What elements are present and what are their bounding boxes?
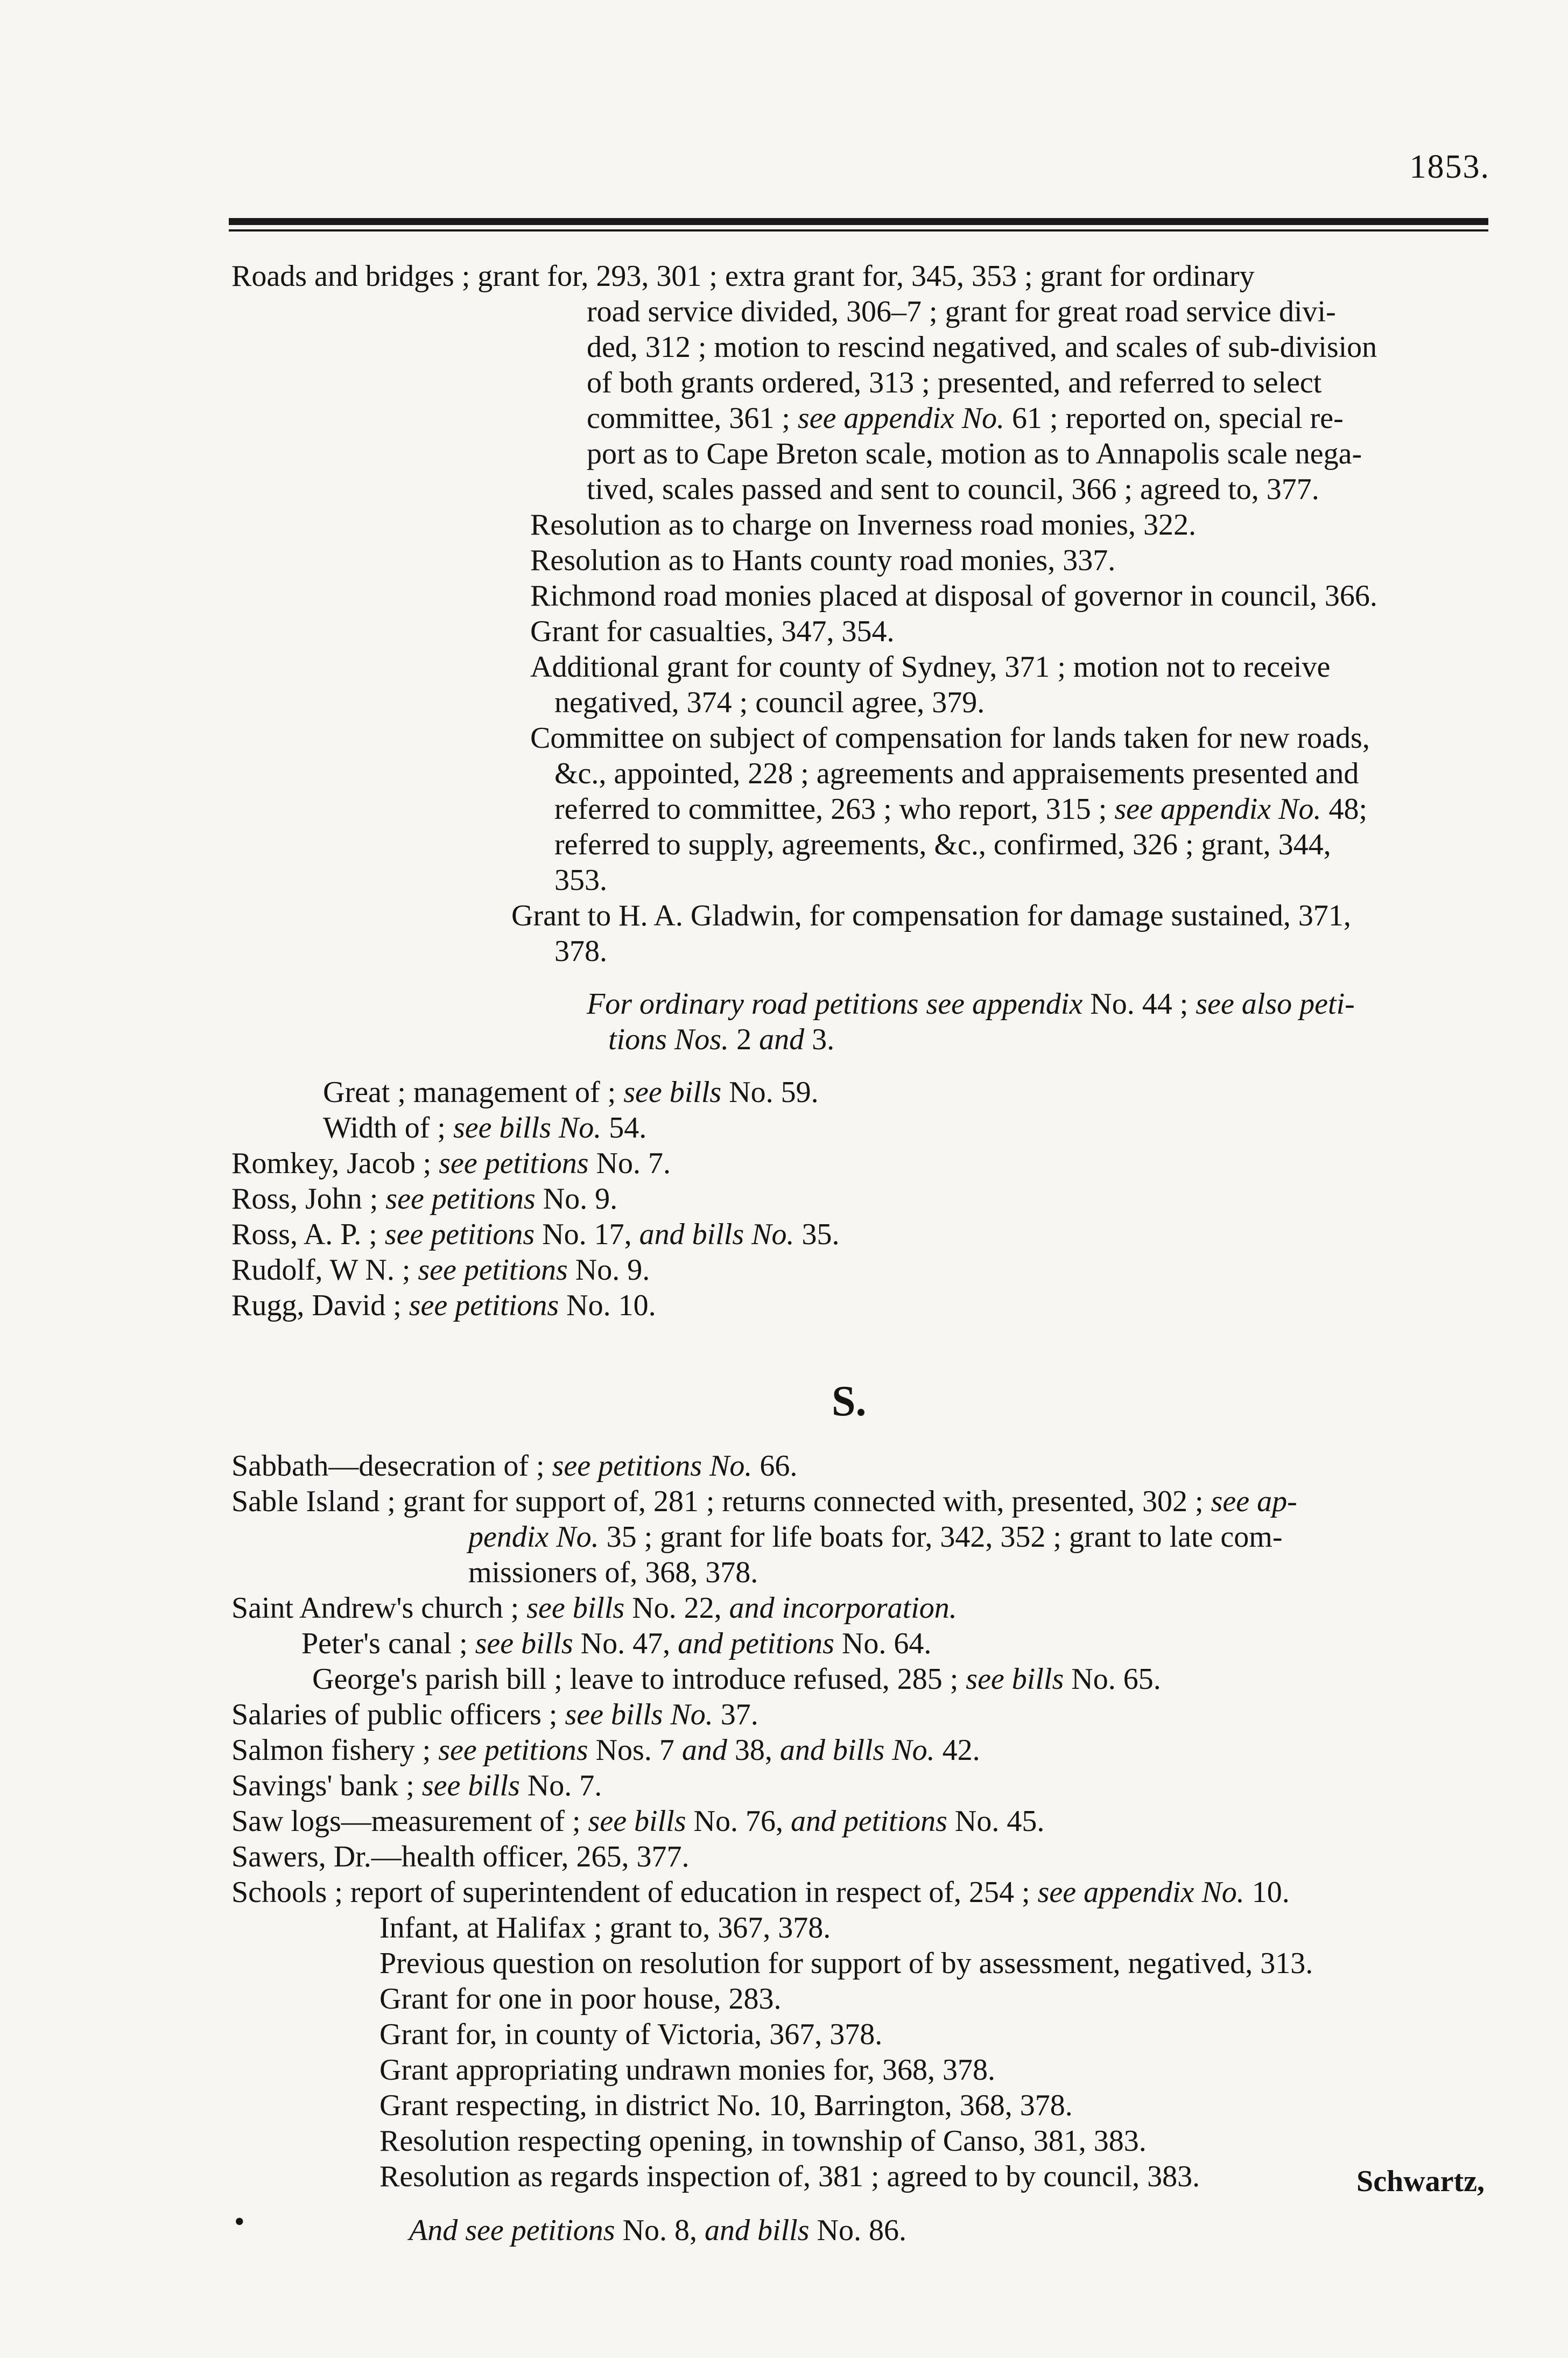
text-segment: Romkey, Jacob ; [231,1147,439,1180]
text-segment: Sawers, Dr.—health officer, 265, 377. [231,1840,690,1873]
italic-segment: and petitions [790,1805,947,1838]
italic-segment: see bills [475,1627,573,1660]
index-line [554,791,1367,827]
italic-segment: see bills No. [565,1698,713,1731]
index-line [231,1146,671,1181]
text-segment: of both grants ordered, 313 ; presented, and referred to select [587,366,1322,399]
header-rule-thick [229,218,1488,225]
text-segment: 353. [554,864,607,897]
index-line [554,756,1359,791]
text-segment: Resolution as to Hants county road monies, 337. [530,544,1116,577]
index-line [379,1910,831,1946]
index-line [231,1217,839,1252]
index-line [231,1768,602,1803]
text-segment: No. 17, [535,1218,639,1251]
index-line [530,507,1196,543]
text-segment: Schools ; report of superintendent of education in respect of, 254 ; [231,1876,1038,1909]
text-segment: Infant, at Halifax ; grant to, 367, 378. [379,1911,831,1945]
section-letter-s: S. [832,1378,867,1425]
index-line [231,1448,797,1484]
text-segment: No. 64. [834,1627,932,1660]
index-line [530,614,894,649]
index-line [530,649,1330,685]
text-segment: Great ; management of ; [323,1076,624,1109]
header-rule-thin [229,229,1488,231]
text-segment: ded, 312 ; motion to rescind negatived, and scales of sub-division [587,331,1377,364]
italic-segment: and petitions [678,1627,834,1660]
index-line [530,578,1377,614]
index-line [231,1839,690,1875]
stray-mark: • [234,2205,245,2238]
text-segment: Grant appropriating undrawn monies for, 368, 378. [379,2053,995,2087]
text-segment: tived, scales passed and sent to council, 366 ; agreed to, 377. [587,473,1319,506]
text-segment: Rudolf, W N. ; [231,1253,418,1287]
index-line [379,2088,1073,2123]
italic-segment: see petitions [384,1218,535,1251]
index-line [468,1555,758,1590]
italic-segment: see petitions [438,1734,588,1767]
index-line [379,2017,882,2052]
index-line [530,543,1115,578]
text-segment: No. 22, [624,1591,729,1625]
text-segment: 54. [601,1111,647,1145]
italic-segment: see also peti- [1196,987,1355,1021]
text-segment: Committee on subject of compensation for lands taken for new roads, [530,721,1370,755]
text-segment: 37. [713,1698,758,1731]
text-segment: Nos. 7 [588,1734,682,1767]
text-segment: Saw logs—measurement of ; [231,1805,588,1838]
text-segment: Additional grant for county of Sydney, 371 ; motion not to receive [530,650,1331,684]
text-segment: committee, 361 ; [587,402,798,435]
italic-segment: see ap- [1211,1485,1297,1518]
italic-segment: see appendix No. [797,402,1005,435]
index-line [379,2159,1200,2194]
italic-segment: see bills [421,1769,520,1802]
text-segment: Resolution respecting opening, in township of Canso, 381, 383. [379,2124,1147,2158]
index-line [511,898,1351,934]
index-line [301,1626,931,1661]
text-segment: No. 7. [519,1769,602,1802]
italic-segment: and bills No. [639,1218,794,1251]
text-segment: 35. [794,1218,840,1251]
text-segment: 10. [1244,1876,1290,1909]
italic-segment: For ordinary road petitions see appendix [587,987,1083,1021]
catchword: Schwartz, [1356,2165,1485,2198]
italic-segment: and [681,1734,727,1767]
text-segment: 38, [727,1734,780,1767]
text-segment: referred to supply, agreements, &c., confirmed, 326 ; grant, 344, [554,828,1331,861]
italic-segment: see bills No. [453,1111,602,1145]
italic-segment: see bills [966,1662,1064,1696]
text-segment: Sabbath—desecration of ; [231,1449,552,1483]
index-line [587,294,1336,329]
italic-segment: see petitions [409,1289,559,1322]
index-line [231,1732,980,1768]
text-segment: referred to committee, 263 ; who report, 315 ; [554,792,1115,826]
italic-segment: pendix No. [468,1520,599,1554]
index-line [409,2213,906,2248]
text-segment: Salaries of public officers ; [231,1698,565,1731]
index-line [231,258,1255,294]
index-line [554,685,985,720]
text-segment: 2 [729,1023,760,1056]
index-line [468,1519,1283,1555]
italic-segment: and bills [705,2214,810,2247]
index-line [587,401,1344,436]
text-segment: 66. [752,1449,798,1483]
text-segment: Sable Island ; grant for support of, 281 ; returns connected with, presented, 302 ; [231,1485,1211,1518]
text-segment: Saint Andrew's church ; [231,1591,527,1625]
text-segment: Grant to H. A. Gladwin, for compensation for damage sustained, 371, [511,899,1351,932]
text-segment: Previous question on resolution for support of by assessment, negatived, 313. [379,1947,1313,1980]
text-segment: road service divided, 306–7 ; grant for great road service divi- [587,295,1336,328]
italic-segment: and bills No. [779,1734,935,1767]
index-line [554,934,607,969]
italic-segment: see appendix No. [1114,792,1321,826]
text-segment: No. 9. [567,1253,650,1287]
text-segment: &c., appointed, 228 ; agreements and appraisements presented and [554,757,1359,790]
index-line [379,1946,1313,1981]
italic-segment: and [759,1023,805,1056]
text-segment: Salmon fishery ; [231,1734,439,1767]
index-line [231,1181,617,1217]
italic-segment: and incorporation. [729,1591,957,1625]
text-segment: port as to Cape Breton scale, motion as to Annapolis scale nega- [587,437,1362,471]
text-segment: 61 ; reported on, special re- [1004,402,1344,435]
text-segment: Ross, John ; [231,1182,386,1216]
text-segment: George's parish bill ; leave to introduce refused, 285 ; [312,1662,966,1696]
italic-segment: see bills [526,1591,625,1625]
index-line [587,436,1362,472]
index-line [587,365,1321,401]
text-segment: 3. [804,1023,835,1056]
italic-segment: see bills [588,1805,686,1838]
text-segment: Grant respecting, in district No. 10, Barrington, 368, 378. [379,2089,1073,2122]
text-segment: No. 7. [588,1147,671,1180]
italic-segment: see petitions [385,1182,536,1216]
text-segment: 42. [934,1734,980,1767]
text-segment: Resolution as regards inspection of, 381 ; agreed to by council, 383. [379,2160,1200,2193]
page-number: 1853. [1409,149,1490,185]
text-segment: Richmond road monies placed at disposal of governor in council, 366. [530,579,1377,613]
text-segment: Savings' bank ; [231,1769,422,1802]
text-segment: 35 ; grant for life boats for, 342, 352 ; grant to late com- [599,1520,1283,1554]
index-line [530,720,1370,756]
text-segment: No. 10. [559,1289,656,1322]
text-segment: Width of ; [323,1111,453,1145]
text-segment: 48; [1321,792,1368,826]
text-segment: 378. [554,935,607,968]
text-segment: Grant for casualties, 347, 354. [530,615,895,648]
index-line [608,1022,834,1057]
italic-segment: see petitions [418,1253,568,1287]
text-segment: No. 86. [809,2214,906,2247]
index-line [379,2052,995,2088]
index-line [587,329,1377,365]
index-line [379,1981,782,2017]
italic-segment: see petitions [439,1147,589,1180]
text-segment: negatived, 374 ; council agree, 379. [554,686,985,719]
text-segment: No. 8, [615,2214,705,2247]
text-segment: No. 45. [947,1805,1045,1838]
text-segment: Grant for, in county of Victoria, 367, 378. [379,2018,883,2051]
index-line [379,2123,1147,2159]
text-segment: No. 44 ; [1082,987,1196,1021]
index-line [323,1075,819,1110]
italic-segment: see bills [623,1076,722,1109]
text-segment: No. 59. [721,1076,819,1109]
text-segment: Ross, A. P. ; [231,1218,385,1251]
text-segment: Peter's canal ; [301,1627,475,1660]
text-segment: Grant for one in poor house, 283. [379,1982,782,2016]
index-line [312,1661,1161,1697]
text-segment: No. 76, [686,1805,791,1838]
index-line [554,827,1331,862]
italic-segment: see appendix No. [1037,1876,1244,1909]
text-segment: missioners of, 368, 378. [468,1556,758,1589]
index-line [231,1288,656,1323]
index-line [231,1875,1290,1910]
index-line [587,986,1355,1022]
italic-segment: And see petitions [409,2214,615,2247]
text-segment: Rugg, David ; [231,1289,409,1322]
index-line [231,1590,957,1626]
italic-segment: tions Nos. [608,1023,729,1056]
index-line [554,862,607,898]
index-line [587,472,1319,507]
text-segment: Roads and bridges ; grant for, 293, 301 ; extra grant for, 345, 353 ; grant for ordinary [231,259,1255,293]
index-line [231,1803,1044,1839]
text-segment: No. 9. [535,1182,618,1216]
index-line [231,1252,650,1288]
italic-segment: see petitions No. [552,1449,753,1483]
index-line [231,1484,1297,1519]
text-segment: No. 65. [1064,1662,1161,1696]
text-segment: Resolution as to charge on Inverness road monies, 322. [530,508,1196,542]
text-segment: No. 47, [573,1627,678,1660]
index-line [323,1110,646,1146]
index-line [231,1697,758,1732]
